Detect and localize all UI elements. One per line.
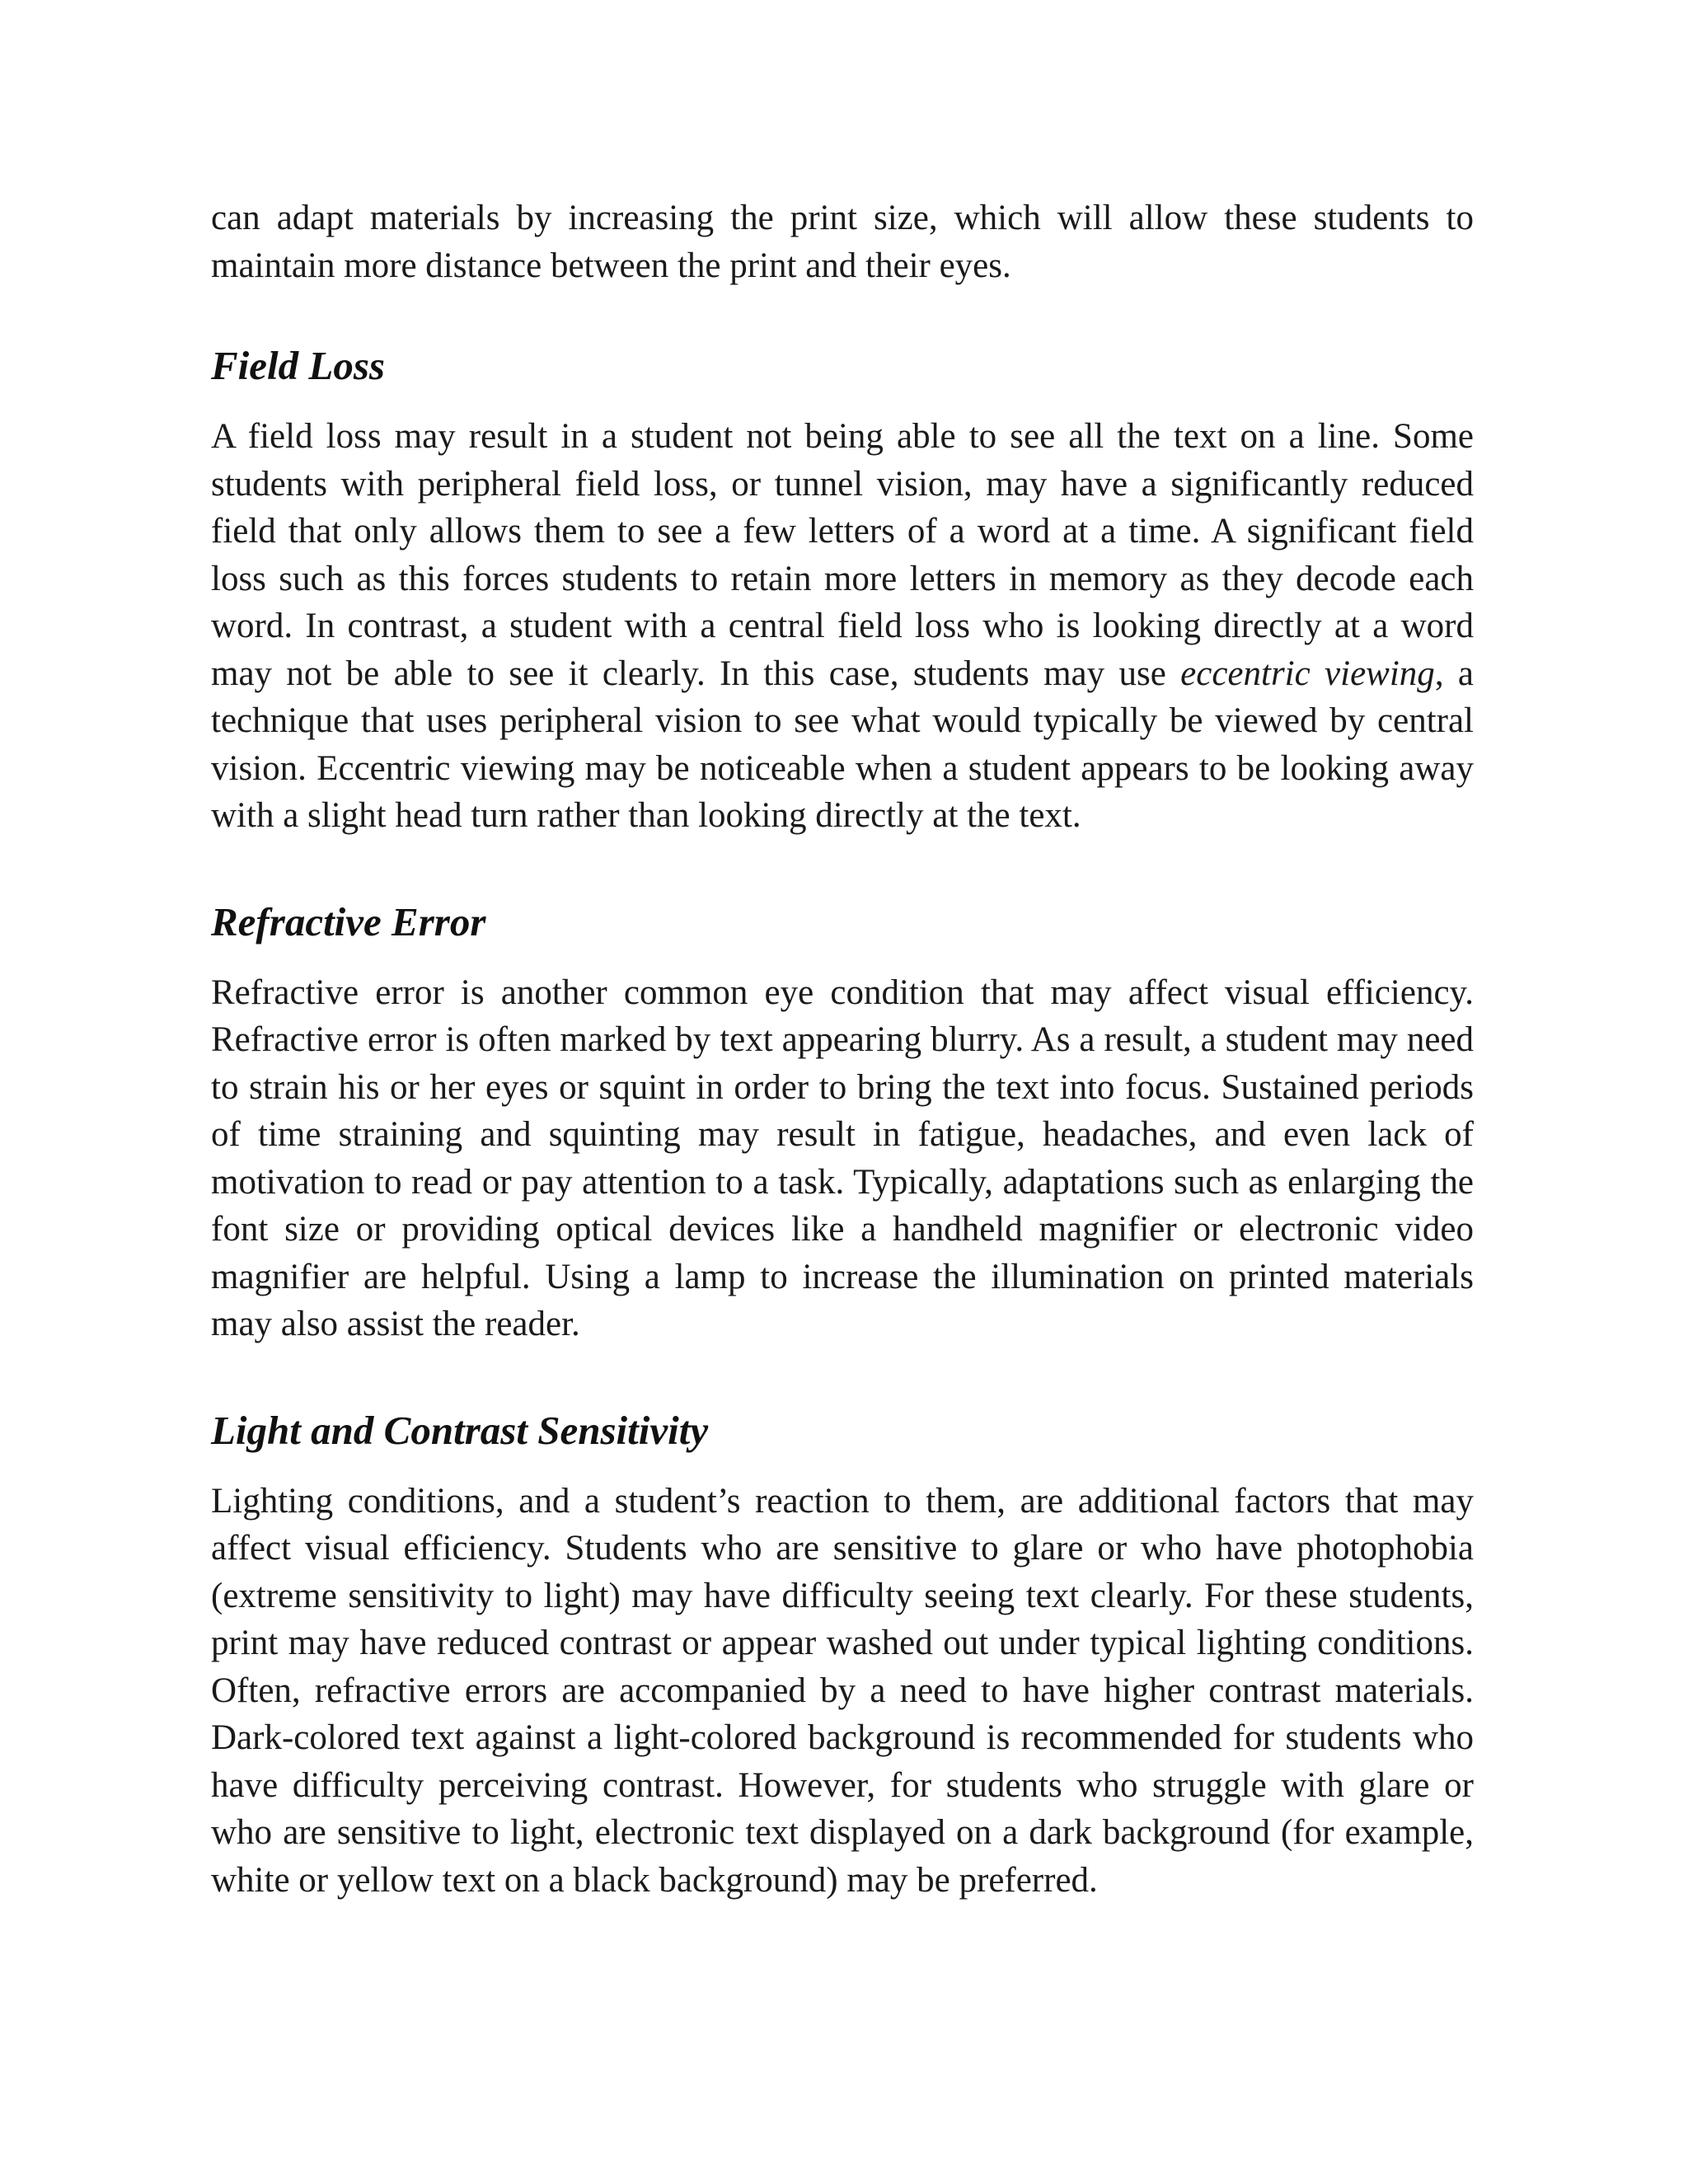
section-refractive-error [211,898,1474,1348]
light-contrast-paragraph: Lighting conditions, and a student’s reaction to them, are additional factors that may affect visual efficiency. Students who are sensitive to glare or who have photophobia (extreme sensitivity to light) may have difficulty seeing text clearly. For these students, print may have reduced contrast or appear washed out under typical lighting conditions. Often, refractive errors are accompanied by a need to have higher contrast materials. Dark-colored text against a light-colored background is recommended for students who have difficulty perceiving contrast. However, for students who struggle with glare or who are sensitive to light, electronic text displayed on a dark background (for example, white or yellow text on a black background) may be preferred. [211,1481,1474,1900]
section-field-loss [211,341,1474,840]
field-loss-paragraph [211,413,1474,840]
section-heading-light-contrast: Light and Contrast Sensitivity [211,1407,709,1453]
eccentric-viewing-term: eccentric viewing [1180,654,1435,693]
field-loss-text-before: A field loss may result in a student not being able to see all the text on a line. Some students with peripheral field loss, or tunnel vision, may have a significantly reduced field that only allows them to see a few letters of a word at a time. A significant field loss such as this forces students to retain more letters in memory as they decode each word. In contrast, a student with a central field loss who is looking directly at a word may not be able to see it clearly. In this case, students may use [211,417,1474,693]
section-heading-field-loss: Field Loss [211,343,385,388]
refractive-error-paragraph: Refractive error is another common eye condition that may affect visual efficiency. Refractive error is often marked by text appearing blurry. As a result, a student may need to strain his or her eyes or squint in order to bring the text into focus. Sustained periods of time straining and squinting may result in fatigue, headaches, and even lack of motivation to read or pay attention to a task. Typically, adaptations such as enlarging the font size or providing optical devices like a handheld magnifier or electronic video magnifier are helpful. Using a lamp to increase the illumination on printed materials may also assist the reader. [211,972,1474,1343]
section-heading-refractive-error: Refractive Error [211,898,486,944]
section-light-contrast [211,1406,1474,1905]
document-page [211,194,1474,1904]
intro-paragraph: can adapt materials by increasing the print size, which will allow these students to maintain more distance between the print and their eyes. [211,199,1474,285]
field-loss-text-after: , a technique that uses peripheral vision to see what would typically be viewed by central vision. Eccentric viewing may be noticeable when a student appears to be looking away with a slight head turn rather than looking directly at the text. [211,654,1474,835]
